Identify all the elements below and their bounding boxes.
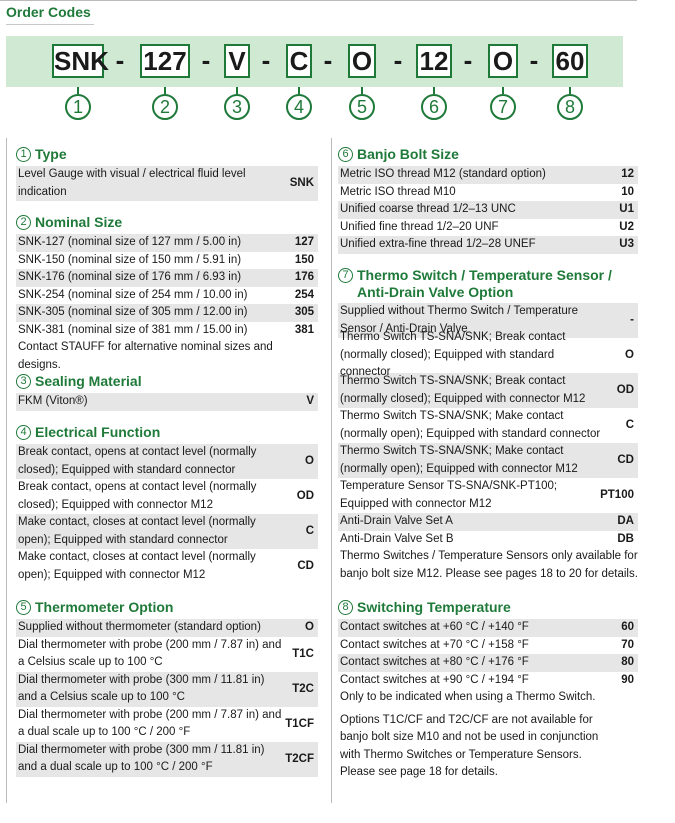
position-number-8: 8 [557, 94, 583, 120]
table-row: Make contact, closes at contact level (normally open); Equipped with standard connector C [16, 514, 318, 549]
code-separator: - [393, 45, 403, 75]
title-underline [6, 24, 94, 25]
code-separator: - [323, 45, 333, 75]
table-row: Contact switches at +70 °C / +158 °F 70 [338, 637, 638, 655]
table-row: Dial thermometer with probe (200 mm / 7.87 in) and a Celsius scale up to 100 °C T1C [16, 637, 318, 672]
table-row: Make contact, closes at contact level (normally open); Equipped with connector M12 CD [16, 549, 318, 584]
section-note: Options T1C/CF and T2C/CF are not available for banjo bolt size M10 and not be used in conjunction with Thermo Switches or Temperature Sensors. Please see page 18 for details. [340, 713, 599, 778]
table-row: Dial thermometer with probe (300 mm / 11.81 in) and a Celsius scale up to 100 °C T2C [16, 672, 318, 707]
table-row: Thermo Switch TS-SNA/SNK; Break contact (normally closed); Equipped with connector M12 OD [338, 373, 638, 408]
connector-line [502, 87, 504, 94]
table-row: SNK-254 (nominal size of 254 mm / 10.00 in) 254 [16, 287, 318, 305]
code-box-banjo: 12 [416, 44, 452, 78]
section-number: 2 [16, 215, 31, 230]
table-row: Unified extra-fine thread 1/2–28 UNEF U3 [338, 236, 638, 254]
table-row: Contact switches at +60 °C / +140 °F 60 [338, 619, 638, 637]
section-type [16, 145, 318, 201]
table-row: Supplied without Thermo Switch / Temperature Sensor / Anti-Drain Valve - [338, 303, 638, 338]
section-note: Contact STAUFF for alternative nominal sizes and designs. [18, 341, 273, 371]
table-row: Break contact, opens at contact level (normally closed); Equipped with standard connector O [16, 444, 318, 479]
section-nominal-size [16, 213, 318, 374]
table-row: Metric ISO thread M10 10 [338, 184, 638, 202]
table-row: Thermo Switch TS-SNA/SNK; Make contact (normally open); Equipped with standard connector C [338, 408, 638, 443]
section-title: Electrical Function [35, 424, 161, 440]
table-row: Supplied without thermometer (standard option) O [16, 619, 318, 637]
section-title: Banjo Bolt Size [357, 146, 459, 162]
table-row: Temperature Sensor TS-SNA/SNK-PT100; Equipped with connector M12 PT100 [338, 478, 638, 513]
section-number: 5 [16, 600, 31, 615]
code-separator: - [261, 45, 271, 75]
section-title: Thermo Switch / Temperature Sensor / [357, 267, 612, 283]
section-number: 1 [16, 147, 31, 162]
code-box-thermometer: O [348, 44, 376, 78]
position-number-1: 1 [65, 94, 91, 120]
section-title: Thermometer Option [35, 599, 174, 615]
section-sealing [16, 372, 318, 411]
code-separator: - [201, 45, 211, 75]
table-row: Dial thermometer with probe (300 mm / 11.81 in) and a dual scale up to 100 °C / 200 °F T2CF [16, 742, 318, 777]
table-row: Level Gauge with visual / electrical fluid level indication SNK [16, 166, 318, 201]
code-separator: - [463, 45, 473, 75]
section-note: Thermo Switches / Temperature Sensors only available for banjo bolt size M12. Please see pages 18 to 20 for details. [340, 550, 638, 580]
section-number: 4 [16, 425, 31, 440]
column-divider [331, 138, 332, 803]
connector-line [569, 87, 571, 94]
section-title: Type [35, 146, 67, 162]
connector-line [298, 87, 300, 94]
connector-line [433, 87, 435, 94]
section-thermometer [16, 598, 318, 777]
connector-line [361, 87, 363, 94]
section-number: 3 [16, 374, 31, 389]
table-row: Contact switches at +80 °C / +176 °F 80 [338, 654, 638, 672]
table-row: SNK-150 (nominal size of 150 mm / 5.91 in) 150 [16, 252, 318, 270]
code-box-electrical: C [286, 44, 312, 78]
table-row: Dial thermometer with probe (200 mm / 7.87 in) and a dual scale up to 100 °C / 200 °F T1CF [16, 707, 318, 742]
position-number-3: 3 [224, 94, 250, 120]
code-box-thermo-switch: O [488, 44, 518, 78]
table-row: Contact switches at +90 °C / +194 °F 90 [338, 672, 638, 690]
connector-line [77, 87, 79, 94]
page-title: Order Codes [6, 4, 91, 20]
code-box-nominal-size: 127 [140, 44, 190, 78]
table-row: Unified coarse thread 1/2–13 UNC U1 [338, 201, 638, 219]
section-number: 8 [338, 600, 353, 615]
table-row: Metric ISO thread M12 (standard option) 12 [338, 166, 638, 184]
position-number-7: 7 [490, 94, 516, 120]
position-number-5: 5 [349, 94, 375, 120]
top-rule [0, 0, 637, 1]
position-number-2: 2 [152, 94, 178, 120]
section-note: Only to be indicated when using a Thermo Switch. [340, 691, 596, 703]
position-number-6: 6 [421, 94, 447, 120]
table-row: SNK-305 (nominal size of 305 mm / 12.00 in) 305 [16, 304, 318, 322]
table-row: SNK-381 (nominal size of 381 mm / 15.00 in) 381 [16, 322, 318, 340]
position-number-4: 4 [286, 94, 312, 120]
section-electrical [16, 423, 318, 584]
section-title: Nominal Size [35, 214, 123, 230]
table-row: Break contact, opens at contact level (normally closed); Equipped with connector M12 OD [16, 479, 318, 514]
section-number: 6 [338, 147, 353, 162]
order-code-bar [6, 36, 623, 87]
connector-line [164, 87, 166, 94]
section-banjo [338, 145, 638, 254]
connector-line [236, 87, 238, 94]
table-row: Unified fine thread 1/2–20 UNF U2 [338, 219, 638, 237]
table-row: Anti-Drain Valve Set A DA [338, 513, 638, 531]
code-box-sealing: V [224, 44, 250, 78]
table-row: SNK-127 (nominal size of 127 mm / 5.00 in) 127 [16, 234, 318, 252]
section-title: Sealing Material [35, 373, 142, 389]
table-row: Thermo Switch TS-SNA/SNK; Make contact (normally open); Equipped with connector M12 CD [338, 443, 638, 478]
table-row: Thermo Switch TS-SNA/SNK; Break contact (normally closed); Equipped with standard connector O [338, 338, 638, 373]
code-separator: - [529, 45, 539, 75]
table-row: SNK-176 (nominal size of 176 mm / 6.93 in) 176 [16, 269, 318, 287]
section-title-line2: Anti-Drain Valve Option [357, 284, 514, 300]
table-row: Anti-Drain Valve Set B DB [338, 531, 638, 549]
section-thermo-switch [338, 266, 638, 583]
table-row: FKM (Viton®) V [16, 393, 318, 411]
code-box-type: SNK [54, 46, 109, 76]
left-rule [6, 138, 7, 803]
code-separator: - [115, 45, 125, 75]
code-box-switching-temp: 60 [552, 44, 588, 78]
section-number: 7 [338, 268, 353, 283]
section-switching-temp [338, 598, 638, 782]
section-title: Switching Temperature [357, 599, 511, 615]
